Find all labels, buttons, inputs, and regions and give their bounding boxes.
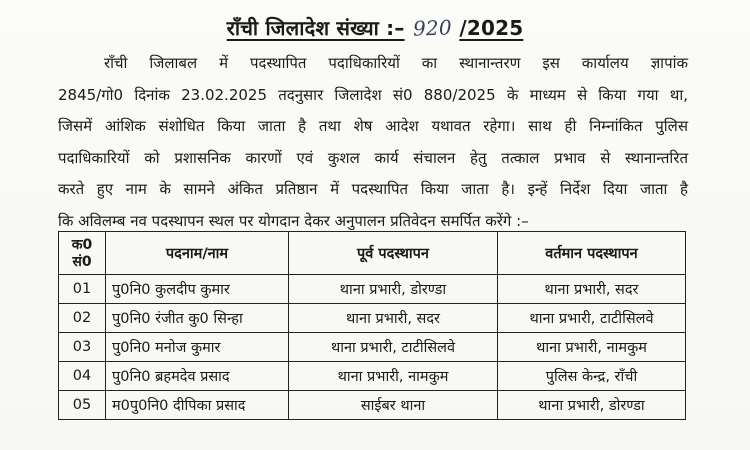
cell-name: पु0नि0 कुलदीप कुमार	[106, 275, 289, 304]
cell-name: पु0नि0 मनोज कुमार	[106, 333, 289, 362]
cell-serial: 03	[59, 333, 106, 362]
order-heading	[0, 14, 750, 41]
body-line: राँची जिलाबल में पदस्थापित पदाधिकारियों का स्थानान्तरण इस कार्यालय ज्ञापांक	[104, 54, 688, 72]
body-line: 2845/गो0 दिनांक 23.02.2025 तदनुसार जिलादेश सं0 880/2025 के माध्यम से किया गया था,	[58, 85, 688, 104]
table-row	[59, 304, 686, 333]
header-serial	[59, 232, 106, 275]
body-line: जिसमें आंशिक संशोधित किया जाता है तथा शेष आदेश यथावत रहेगा। साथ ही निम्नांकित पुलिस	[58, 117, 688, 135]
cell-previous-posting: थाना प्रभारी, टाटीसिलवे	[289, 333, 498, 362]
cell-serial: 04	[59, 362, 106, 391]
heading-prefix: राँची जिलादेश संख्या :–	[226, 16, 405, 40]
handwritten-order-number: 920	[412, 15, 452, 41]
body-line: पदाधिकारियों को प्रशासनिक कारणों एवं कुशल कार्य संचालन हेतु तत्काल प्रभाव से स्थानान्तरित	[58, 148, 688, 167]
cell-name: म0पु0नि0 दीपिका प्रसाद	[106, 391, 289, 420]
cell-current-posting: थाना प्रभारी, टाटीसिलवे	[498, 304, 686, 333]
order-body-paragraph	[58, 48, 688, 237]
cell-name: पु0नि0 ब्रहमदेव प्रसाद	[106, 362, 289, 391]
cell-previous-posting: थाना प्रभारी, नामकुम	[289, 362, 498, 391]
table-header-row	[59, 232, 686, 275]
heading-year: /2025	[459, 16, 524, 40]
cell-serial: 02	[59, 304, 106, 333]
body-line: कि अविलम्ब नव पदस्थापन स्थल पर योगदान देकर अनुपालन प्रतिवेदन समर्पित करेंगे :–	[58, 211, 529, 230]
header-serial-line2: सं0	[72, 254, 92, 270]
cell-current-posting: पुलिस केन्द्र, राँची	[498, 362, 686, 391]
header-current-posting: वर्तमान पदस्थापन	[498, 232, 686, 275]
body-line: करते हुए नाम के सामने अंकित प्रतिष्ठान में पदस्थापित किया जाता है। इन्हें निर्देश दिया जाता है	[58, 180, 688, 198]
cell-current-posting: थाना प्रभारी, सदर	[498, 275, 686, 304]
table-row	[59, 362, 686, 391]
cell-previous-posting: थाना प्रभारी, सदर	[289, 304, 498, 333]
cell-name: पु0नि0 रंजीत कु0 सिन्हा	[106, 304, 289, 333]
table-row	[59, 333, 686, 362]
header-serial-line1: क0	[71, 237, 93, 253]
header-previous-posting: पूर्व पदस्थापन	[289, 232, 498, 275]
cell-previous-posting: थाना प्रभारी, डोरण्डा	[289, 275, 498, 304]
cell-previous-posting: साईबर थाना	[289, 391, 498, 420]
header-name: पदनाम/नाम	[106, 232, 289, 275]
transfer-table-container	[58, 231, 686, 420]
cell-serial: 01	[59, 275, 106, 304]
cell-current-posting: थाना प्रभारी, नामकुम	[498, 333, 686, 362]
cell-serial: 05	[59, 391, 106, 420]
table-row	[59, 275, 686, 304]
cell-current-posting: थाना प्रभारी, डोरण्डा	[498, 391, 686, 420]
transfer-table	[58, 231, 686, 420]
table-row	[59, 391, 686, 420]
